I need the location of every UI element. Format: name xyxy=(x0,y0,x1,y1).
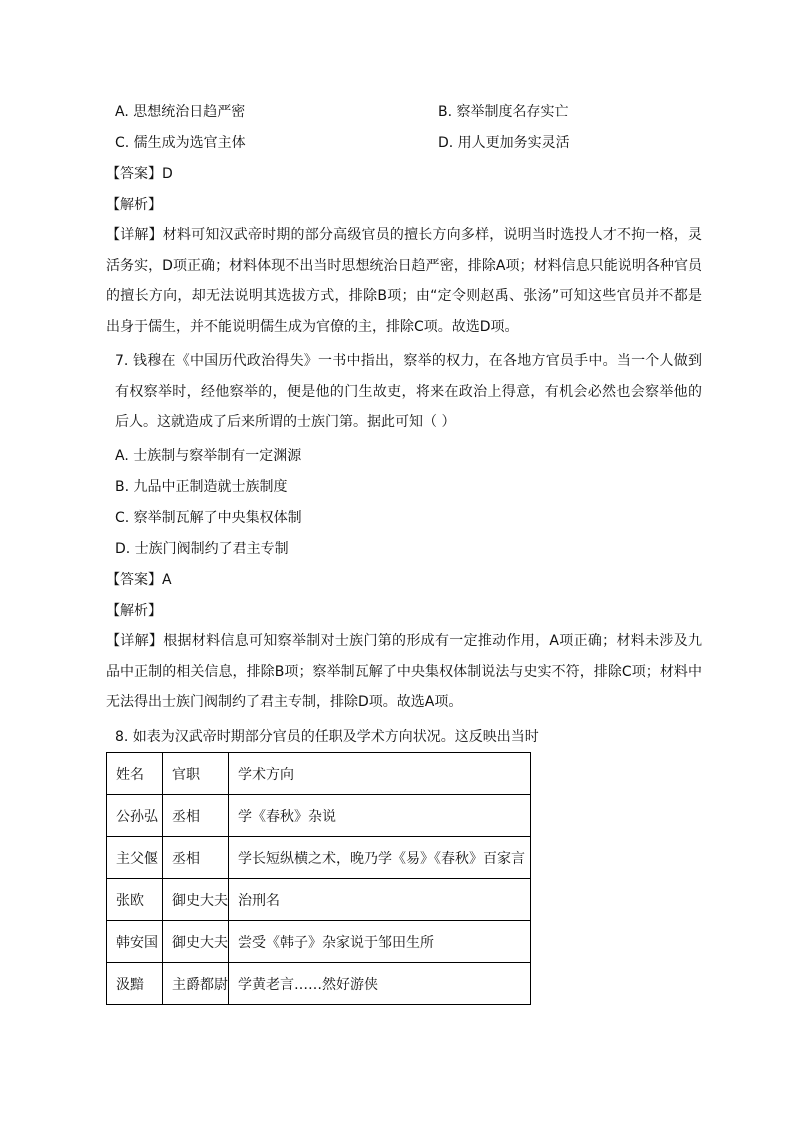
q6-analysis-label: 【解析】 xyxy=(106,197,162,213)
table-cell-study: 学《春秋》杂说 xyxy=(229,795,531,837)
q6-option-d: D. 用人更加务实灵活 xyxy=(438,135,570,151)
q7-option-b: B. 九品中正制造就士族制度 xyxy=(115,479,288,495)
table-header-cell: 官职 xyxy=(163,753,229,795)
q7-option-a: A. 士族制与察举制有一定渊源 xyxy=(115,448,302,464)
q7-analysis-label: 【解析】 xyxy=(106,603,162,619)
table-cell-post: 丞相 xyxy=(163,795,229,837)
table-cell-study: 学黄老言……然好游侠 xyxy=(229,963,531,1005)
table-cell-study: 尝受《韩子》杂家说于邹田生所 xyxy=(229,921,531,963)
q6-detail: 【详解】材料可知汉武帝时期的部分高级官员的擅长方向多样，说明当时选投人才不拘一格，灵活务实，D项正确；材料体现不出当时思想统治日趋严密，排除A项；材料信息只能说明各种官员的擅长方向，却无法说明其选拔方式，排除B项；由“定令则赵禹、张汤”可知这些官员并不都是出身于儒生，并不能说明儒生成为官僚的主，排除C项。故选D项。 xyxy=(106,227,702,335)
table-cell-study: 学长短纵横之术，晚乃学《易》《春秋》百家言 xyxy=(229,837,531,879)
table-header-row xyxy=(107,753,531,795)
table-header-cell: 姓名 xyxy=(107,753,163,795)
q7-answer: 【答案】A xyxy=(106,572,172,588)
table-cell-post: 主爵都尉 xyxy=(163,963,229,1005)
q7-stem: 7. 钱穆在《中国历代政治得失》一书中指出，察举的权力，在各地方官员手中。当一个人做到有权察举时，经他察举的，便是他的门生故吏，将来在政治上得意，有机会必然也会察举他的后人。这就造成了后来所谓的士族门第。据此可知（ ） xyxy=(115,353,702,430)
table-cell-post: 御史大夫 xyxy=(163,921,229,963)
table-cell-name: 主父偃 xyxy=(107,837,163,879)
table-header-cell: 学术方向 xyxy=(229,753,531,795)
table-cell-name: 汲黯 xyxy=(107,963,163,1005)
table-row xyxy=(107,837,531,879)
q7-detail: 【详解】根据材料信息可知察举制对士族门第的形成有一定推动作用，A项正确；材料未涉及九品中正制的相关信息，排除B项；察举制瓦解了中央集权体制说法与史实不符，排除C项；材料中无法得出士族门阀制约了君主专制，排除D项。故选A项。 xyxy=(106,633,702,710)
q7-option-d: D. 士族门阀制约了君主专制 xyxy=(115,541,289,557)
table-cell-name: 张欧 xyxy=(107,879,163,921)
q6-answer: 【答案】D xyxy=(106,166,173,182)
table-cell-name: 公孙弘 xyxy=(107,795,163,837)
table-row xyxy=(107,963,531,1005)
q6-option-c: C. 儒生成为选官主体 xyxy=(115,135,246,151)
official-table xyxy=(106,752,531,1005)
table-row xyxy=(107,879,531,921)
table-row xyxy=(107,921,531,963)
q6-option-b: B. 察举制度名存实亡 xyxy=(438,104,569,120)
table-cell-name: 韩安国 xyxy=(107,921,163,963)
q7-option-c: C. 察举制瓦解了中央集权体制 xyxy=(115,510,302,526)
table-cell-study: 治刑名 xyxy=(229,879,531,921)
table-row xyxy=(107,795,531,837)
q6-option-a: A. 思想统治日趋严密 xyxy=(115,104,246,120)
table-cell-post: 御史大夫 xyxy=(163,879,229,921)
table-cell-post: 丞相 xyxy=(163,837,229,879)
q8-stem: 8. 如表为汉武帝时期部分官员的任职及学术方向状况。这反映出当时 xyxy=(115,729,539,745)
